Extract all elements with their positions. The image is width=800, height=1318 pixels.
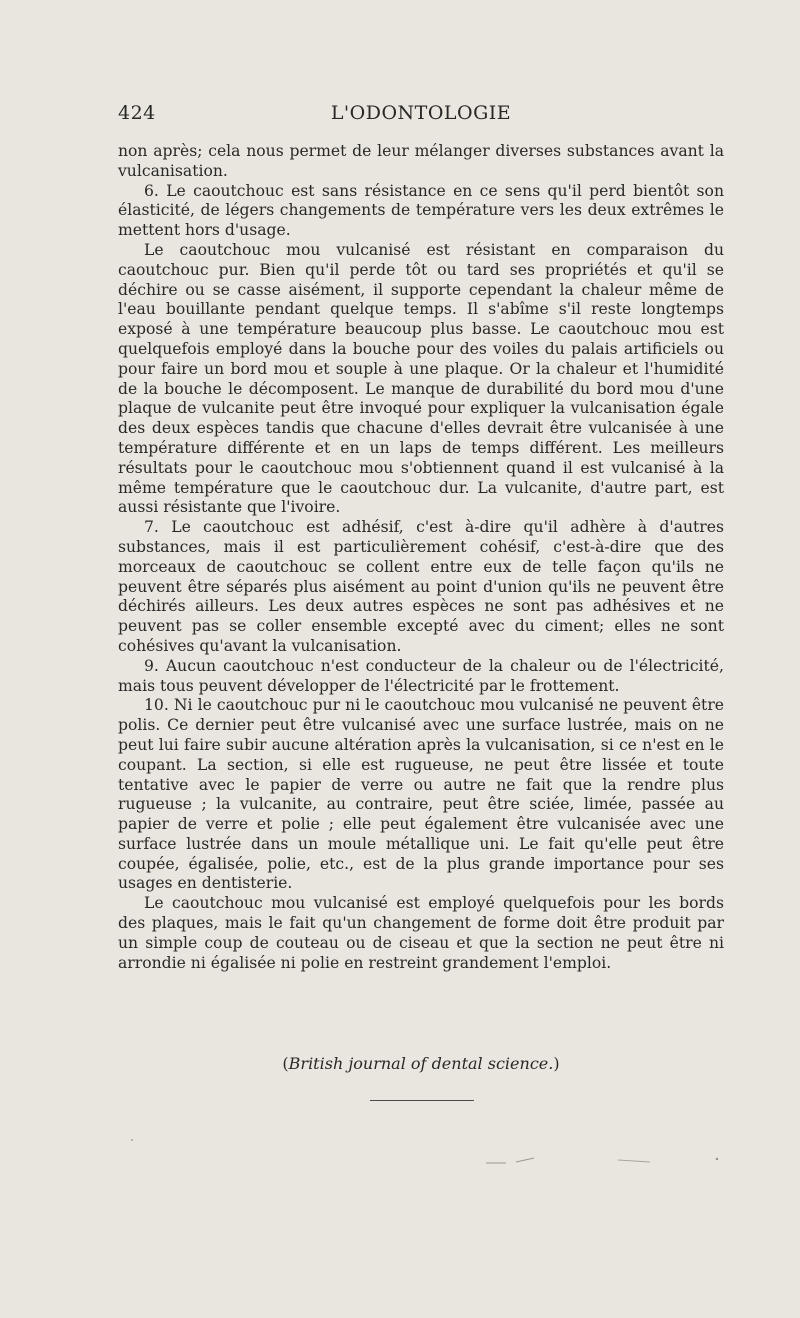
speck-mark: [516, 1158, 534, 1162]
speck-mark: [131, 1139, 133, 1141]
citation-open-paren: (: [282, 1054, 289, 1073]
speck-mark: [716, 1158, 718, 1160]
page-number: 424: [118, 102, 156, 124]
paragraph-soft-rubber: Le caoutchouc mou vulcanisé est résistant en comparaison du caoutchouc pur. Bien qu'il perde tôt ou tard ses propriétés et qu'il se déchire ou se casse aisément, il supporte cependant la chaleur même de l'eau bouillante pendant quelque temps. Il s'abîme s'il reste longtemps exposé à une température beaucoup plus basse. Le caoutchouc mou est quelquefois employé dans la bouche pour des voiles du palais artificiels ou pour faire un bord mou et souple à une plaque. Or la chaleur et l'humidité de la bouche le décomposent. Le manque de durabilité du bord mou d'une plaque de vulcanite peut être invoqué pour expliquer la vulcanisation égale des deux espèces tandis que chacune d'elles devrait être vulcanisée à une température différente et en un laps de temps différent. Les meilleurs résultats pour le caoutchouc mou s'obtiennent quand il est vulcanisé à la même température que le caoutchouc dur. La vulcanite, d'autre part, est aussi résistante que l'ivoire.: [118, 240, 724, 517]
running-title: L'ODONTOLOGIE: [330, 102, 512, 124]
paragraph-continued: non après; cela nous permet de leur mélanger diverses substances avant la vulcanisation.: [118, 142, 724, 180]
speck-mark: [618, 1160, 650, 1162]
paragraph-item-9: 9. Aucun caoutchouc n'est conducteur de la chaleur ou de l'électricité, mais tous peuvent développer de l'électricité par le frottement.: [118, 656, 724, 695]
citation-close-paren: ): [553, 1054, 560, 1073]
paragraph-item-7: 7. Le caoutchouc est adhésif, c'est à-dire qu'il adhère à d'autres substances, mais il est particulièrement cohésif, c'est-à-dire que des morceaux de caoutchouc se collent entre eux de telle façon qu'ils ne peuvent être séparés plus aisément au point d'union qu'ils ne peuvent être déchirés ailleurs. Les deux autres espèces ne sont pas adhésives et ne peuvent pas se coller ensemble excepté avec du ciment; elles ne sont cohésives qu'avant la vulcanisation.: [118, 518, 724, 655]
paragraph-item-10: 10. Ni le caoutchouc pur ni le caoutchouc mou vulcanisé ne peuvent être polis. Ce dernier peut être vulcanisé avec une surface lustrée, mais on ne peut lui faire subir aucune altération après la vulcanisation, si ce n'est en le coupant. La section, si elle est rugueuse, ne peut être lissée et toute tentative avec le papier de verre ou autre ne fait que la rendre plus rugueuse ; la vulcanite, au contraire, peut être sciée, limée, passée au papier de verre et polie ; elle peut également être vulcanisée avec une surface lustrée dans un moule métallique uni. Le fait qu'elle peut être coupée, égalisée, polie, etc., est de la plus grande importance pour ses usages en dentisterie.: [118, 696, 724, 893]
citation-source: British journal of dental science.: [288, 1054, 554, 1073]
paragraph-closing: Le caoutchouc mou vulcanisé est employé quelquefois pour les bords des plaques, mais le fait qu'un changement de forme doit être produit par un simple coup de couteau ou de ciseau et que la section ne peut être ni arrondie ni égalisée ni polie en restreint grandement l'emploi.: [118, 894, 724, 972]
paragraph-item-6: 6. Le caoutchouc est sans résistance en ce sens qu'il perd bientôt son élasticité, de légers changements de température vers les deux extrêmes le mettent hors d'usage.: [118, 181, 724, 240]
